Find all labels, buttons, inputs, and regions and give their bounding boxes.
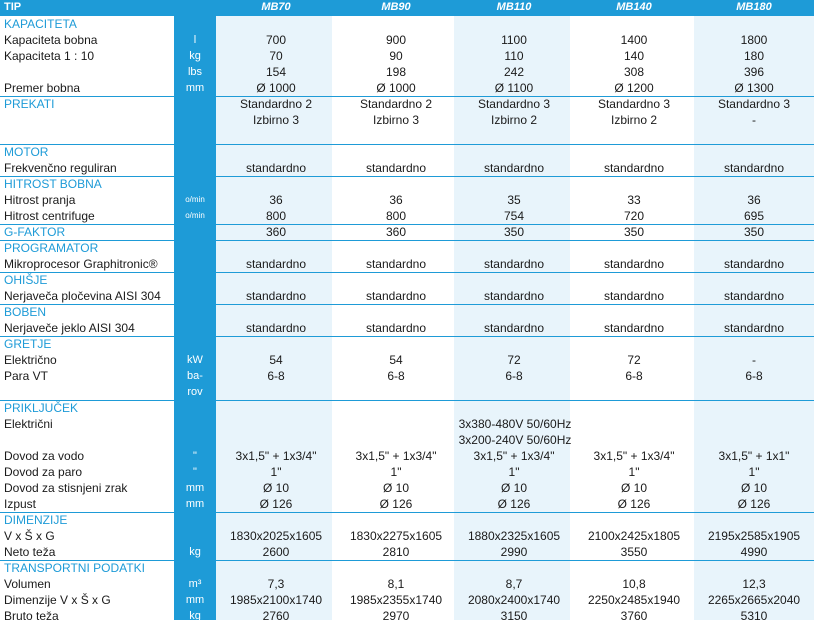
row-value: 3x1,5" + 1x3/4"	[593, 449, 675, 463]
row-unit: kg	[189, 546, 201, 558]
row-value: Ø 126	[259, 497, 293, 511]
row-value: 154	[265, 65, 287, 79]
row-value: 2100x2425x1805	[587, 529, 681, 543]
row-value: 140	[623, 49, 645, 63]
section-divider	[0, 272, 814, 273]
row-value: 3150	[500, 609, 528, 623]
row-value: Ø 126	[497, 497, 531, 511]
row-label: Nerjaveča pločevina AISI 304	[4, 289, 161, 303]
row-value: 1830x2025x1605	[229, 529, 323, 543]
row-value: 2760	[262, 609, 290, 623]
row-value: Ø 1200	[614, 81, 654, 95]
row-label: Kapaciteta 1 : 10	[4, 49, 95, 63]
row-unit: kg	[189, 610, 201, 622]
row-value: Ø 126	[379, 497, 413, 511]
row-value: standardno	[483, 289, 545, 303]
row-value: 350	[623, 225, 645, 239]
row-value: -	[752, 353, 756, 367]
row-value: 54	[269, 353, 283, 367]
row-value: 900	[385, 33, 407, 47]
row-label: Nerjaveče jeklo AISI 304	[4, 321, 135, 335]
row-label: Kapaciteta bobna	[4, 33, 98, 47]
row-value: 800	[265, 209, 287, 223]
row-value: 36	[389, 193, 403, 207]
row-value: standardno	[365, 257, 427, 271]
row-value: 2265x2665x2040	[707, 593, 801, 607]
header-model-mb180: MB180	[736, 1, 772, 13]
header-model-mb140: MB140	[616, 1, 652, 13]
row-value: -	[752, 113, 756, 127]
row-value: 54	[389, 353, 403, 367]
row-value: 36	[747, 193, 761, 207]
row-value: standardno	[245, 289, 307, 303]
row-value: 1400	[620, 33, 648, 47]
row-value: 1"	[270, 465, 282, 479]
row-value: Standardno 3	[597, 97, 671, 111]
row-value: 1"	[628, 465, 640, 479]
section-title: KAPACITETA	[4, 17, 77, 31]
section-divider	[0, 304, 814, 305]
row-label: Hitrost centrifuge	[4, 209, 95, 223]
row-value: Ø 10	[500, 481, 527, 495]
row-value: 1100	[501, 33, 527, 47]
row-value: 198	[385, 65, 407, 79]
row-value-shared: 3x200-240V 50/60Hz	[458, 433, 572, 447]
row-value: 70	[269, 49, 283, 63]
row-value: 2080x2400x1740	[467, 593, 561, 607]
row-unit: kg	[189, 50, 201, 62]
row-value: standardno	[723, 161, 785, 175]
table-header	[0, 0, 814, 16]
row-value: 3x1,5" + 1x1"	[718, 449, 790, 463]
row-value: Ø 10	[262, 481, 289, 495]
section-title: BOBEN	[4, 305, 47, 319]
row-value: 720	[623, 209, 645, 223]
row-value: 180	[743, 49, 765, 63]
header-tip-label: TIP	[4, 1, 22, 13]
row-value: 90	[389, 49, 403, 63]
row-value: 8,7	[505, 577, 523, 591]
row-label: Dovod za paro	[4, 465, 83, 479]
row-unit: mm	[185, 482, 205, 494]
row-value: standardno	[365, 161, 427, 175]
row-value: 700	[265, 33, 287, 47]
row-value: 110	[504, 49, 524, 63]
row-value: Ø 1000	[376, 81, 416, 95]
row-label: Premer bobna	[4, 81, 81, 95]
row-value: 350	[503, 225, 525, 239]
row-value: 4990	[740, 545, 768, 559]
row-label: Neto teža	[4, 545, 56, 559]
row-value: Ø 10	[620, 481, 647, 495]
row-value: 7,3	[267, 577, 285, 591]
row-unit: o/min	[185, 211, 205, 220]
row-label: Dovod za stisnjeni zrak	[4, 481, 128, 495]
row-value: 1"	[390, 465, 402, 479]
unit-column-band	[174, 16, 216, 620]
section-title: PRIKLJUČEK	[4, 401, 79, 415]
row-label: Para VT	[4, 369, 49, 383]
row-value: 6-8	[505, 369, 523, 383]
row-unit: mm	[185, 498, 205, 510]
row-value: Ø 1000	[256, 81, 296, 95]
row-value: 3x1,5" + 1x3/4"	[355, 449, 437, 463]
row-label: Volumen	[4, 577, 51, 591]
row-label: Frekvenčno reguliran	[4, 161, 117, 175]
row-value: 3760	[620, 609, 648, 623]
row-value: standardno	[483, 161, 545, 175]
row-value: Izbirno 3	[252, 113, 300, 127]
row-value: 242	[503, 65, 525, 79]
row-value: Ø 126	[617, 497, 651, 511]
row-value: 2970	[382, 609, 410, 623]
section-divider	[0, 176, 814, 177]
section-divider	[0, 144, 814, 145]
row-value: 6-8	[267, 369, 285, 383]
section-title: GRETJE	[4, 337, 52, 351]
row-value: Ø 10	[382, 481, 409, 495]
row-value: 36	[269, 193, 283, 207]
row-value: standardno	[723, 257, 785, 271]
row-value: Izbirno 2	[610, 113, 658, 127]
row-value: 72	[627, 353, 641, 367]
row-value: 360	[265, 225, 287, 239]
row-value: 360	[385, 225, 407, 239]
row-value: 1830x2275x1605	[349, 529, 443, 543]
row-value: 3550	[620, 545, 648, 559]
row-value: 5310	[740, 609, 768, 623]
row-value: 396	[743, 65, 765, 79]
row-value: 2250x2485x1940	[587, 593, 681, 607]
section-title: MOTOR	[4, 145, 49, 159]
row-value-shared: 3x380-480V 50/60Hz	[458, 417, 572, 431]
row-value: standardno	[245, 257, 307, 271]
row-label: Bruto teža	[4, 609, 59, 623]
section-title: PROGRAMATOR	[4, 241, 99, 255]
section-title: DIMENZIJE	[4, 513, 68, 527]
section-divider	[0, 336, 814, 337]
row-value: 6-8	[625, 369, 643, 383]
row-unit: mm	[185, 594, 205, 606]
section-title: PREKATI	[4, 97, 55, 111]
row-value: Standardno 2	[239, 97, 313, 111]
row-value: 3x1,5" + 1x3/4"	[473, 449, 555, 463]
row-value: standardno	[603, 161, 665, 175]
row-label: Mikroprocesor Graphitronic®	[4, 257, 158, 271]
section-title: G-FAKTOR	[4, 225, 66, 239]
row-unit: kW	[187, 354, 203, 366]
row-value: 72	[507, 353, 521, 367]
row-value: standardno	[603, 289, 665, 303]
row-value: Ø 10	[740, 481, 767, 495]
row-value: 1985x2355x1740	[349, 593, 443, 607]
row-label: Dovod za vodo	[4, 449, 85, 463]
header-model-mb70: MB70	[261, 1, 291, 13]
row-value: 6-8	[745, 369, 763, 383]
section-divider	[0, 512, 814, 513]
row-label: Električno	[4, 353, 57, 367]
row-value: 695	[743, 209, 765, 223]
row-value: 308	[623, 65, 645, 79]
row-value: 1985x2100x1740	[229, 593, 323, 607]
row-unit: rov	[187, 386, 203, 398]
row-value: 2195x2585x1905	[707, 529, 801, 543]
row-value: Standardno 3	[717, 97, 791, 111]
row-unit: lbs	[187, 66, 203, 78]
header-model-mb90: MB90	[381, 1, 411, 13]
row-value: 3x1,5" + 1x3/4"	[235, 449, 317, 463]
row-value: 1800	[740, 33, 768, 47]
row-value: Ø 1300	[734, 81, 774, 95]
row-value: 754	[503, 209, 525, 223]
row-value: Ø 126	[737, 497, 771, 511]
row-value: standardno	[365, 289, 427, 303]
row-value: 2990	[500, 545, 528, 559]
row-value: Ø 1100	[494, 81, 534, 95]
row-label: Izpust	[4, 497, 37, 511]
row-value: 8,1	[387, 577, 405, 591]
row-unit: m³	[188, 578, 202, 590]
row-value: standardno	[245, 161, 307, 175]
section-divider	[0, 240, 814, 241]
row-value: 10,8	[622, 577, 646, 591]
row-value: standardno	[483, 321, 545, 335]
row-value: 2600	[262, 545, 290, 559]
section-title: TRANSPORTNI PODATKI	[4, 561, 145, 575]
section-title: OHIŠJE	[4, 273, 48, 287]
row-value: 33	[627, 193, 641, 207]
row-value: 1880x2325x1605	[467, 529, 561, 543]
row-unit: "	[193, 450, 197, 462]
row-unit: o/min	[185, 195, 205, 204]
row-unit: mm	[185, 82, 205, 94]
row-label: Električni	[4, 417, 53, 431]
row-value: standardno	[603, 321, 665, 335]
section-title: HITROST BOBNA	[4, 177, 102, 191]
row-unit: l	[193, 34, 197, 46]
header-model-mb110: MB110	[496, 1, 532, 13]
row-value: standardno	[365, 321, 427, 335]
row-label: Hitrost pranja	[4, 193, 76, 207]
row-value: 1"	[508, 465, 520, 479]
row-value: standardno	[603, 257, 665, 271]
row-value: 2810	[382, 545, 410, 559]
row-value: 35	[507, 193, 521, 207]
row-value: standardno	[723, 321, 785, 335]
row-value: 350	[743, 225, 765, 239]
row-value: standardno	[483, 257, 545, 271]
row-value: Izbirno 3	[372, 113, 420, 127]
section-divider	[0, 400, 814, 401]
row-value: Izbirno 2	[490, 113, 538, 127]
row-value: Standardno 2	[359, 97, 433, 111]
row-value: 6-8	[387, 369, 405, 383]
row-value: 1"	[748, 465, 760, 479]
row-unit: "	[193, 466, 197, 478]
row-value: standardno	[723, 289, 785, 303]
row-value: 800	[385, 209, 407, 223]
row-unit: ba-	[187, 370, 203, 382]
row-value: standardno	[245, 321, 307, 335]
row-value: Standardno 3	[477, 97, 551, 111]
row-value: 12,3	[742, 577, 766, 591]
row-label: Dimenzije V x Š x G	[4, 593, 111, 607]
row-label: V x Š x G	[4, 529, 55, 543]
